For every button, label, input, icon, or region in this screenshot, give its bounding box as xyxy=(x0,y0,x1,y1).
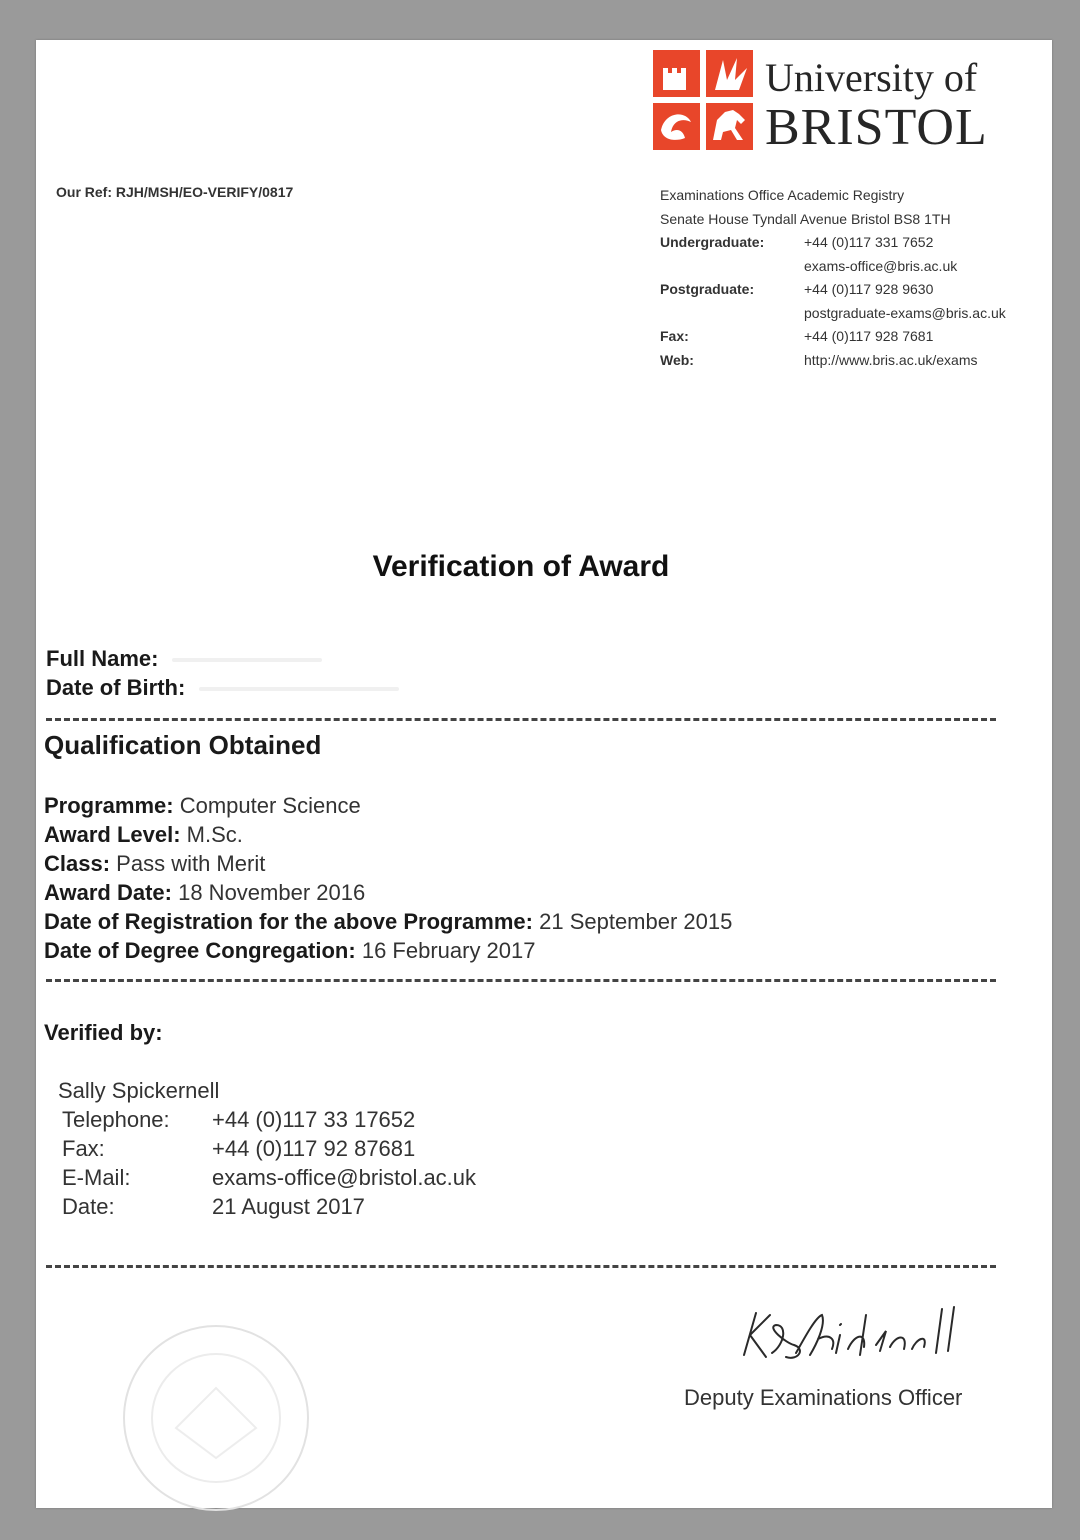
divider xyxy=(46,979,996,982)
redacted-name xyxy=(172,658,322,662)
document-title: Verification of Award xyxy=(372,550,670,583)
office-address: Senate House Tyndall Avenue Bristol BS8 1TH xyxy=(660,210,951,227)
field-value: 16 February 2017 xyxy=(361,938,536,963)
university-logo xyxy=(653,50,1043,160)
verifier-label: E-Mail: xyxy=(62,1165,131,1190)
contact-label: Web: xyxy=(660,351,694,368)
contact-label: Fax: xyxy=(660,328,689,344)
officer-title: Deputy Examinations Officer xyxy=(684,1385,963,1410)
field-value: Pass with Merit xyxy=(116,851,266,876)
verifier-label: Date: xyxy=(62,1194,115,1219)
field-value: 18 November 2016 xyxy=(178,880,366,905)
field-value: 21 September 2015 xyxy=(539,909,733,934)
contact-value: +44 (0)117 928 7681 xyxy=(804,328,934,344)
qualification-heading: Qualification Obtained xyxy=(44,730,322,760)
university-seal-icon xyxy=(116,1318,316,1518)
contact-value: http://www.bris.ac.uk/exams xyxy=(804,351,978,368)
contact-value: postgraduate-exams@bris.ac.uk xyxy=(804,304,1006,321)
field-label: Award Date: xyxy=(44,880,172,905)
verifier-value: 21 August 2017 xyxy=(212,1194,365,1219)
document-page xyxy=(36,40,1052,1508)
field-value: Computer Science xyxy=(179,793,361,818)
reference-number: Our Ref: RJH/MSH/EO-VERIFY/0817 xyxy=(56,184,294,200)
field-label: Date of Degree Congregation: xyxy=(44,938,356,963)
contact-label xyxy=(660,302,804,326)
university-crest-icon xyxy=(653,50,753,150)
contact-value: exams-office@bris.ac.uk xyxy=(804,257,958,274)
contact-label: Undergraduate: xyxy=(660,234,765,250)
field-label: Award Level: xyxy=(44,822,181,847)
qualification-details xyxy=(44,791,732,965)
verifier-name: Sally Spickernell xyxy=(58,1078,220,1103)
verifier-value: +44 (0)117 92 87681 xyxy=(212,1136,416,1161)
logo-line-2: BRISTOL xyxy=(765,99,988,156)
dob-label: Date of Birth: xyxy=(46,675,186,700)
verifier-label: Fax: xyxy=(62,1136,105,1161)
divider xyxy=(46,1265,996,1268)
redacted-dob xyxy=(199,687,399,691)
full-name-label: Full Name: xyxy=(46,646,159,671)
contact-label: Postgraduate: xyxy=(660,281,755,297)
field-label: Programme: xyxy=(44,793,174,818)
contact-value: +44 (0)117 928 9630 xyxy=(804,281,934,297)
field-label: Date of Registration for the above Programme: xyxy=(44,909,533,934)
verifier-label: Telephone: xyxy=(62,1107,170,1132)
contact-block xyxy=(660,184,1006,372)
field-label: Class: xyxy=(44,851,111,876)
field-value: M.Sc. xyxy=(186,822,243,847)
contact-label xyxy=(660,255,804,279)
signature xyxy=(736,1295,976,1375)
verifier-value: exams-office@bristol.ac.uk xyxy=(212,1165,477,1190)
verifier-details xyxy=(58,1076,476,1221)
verifier-value: +44 (0)117 33 17652 xyxy=(212,1107,416,1132)
contact-value: +44 (0)117 331 7652 xyxy=(804,234,934,250)
divider xyxy=(46,718,996,721)
logo-line-1: University of xyxy=(765,55,978,100)
dob-row xyxy=(46,673,399,702)
full-name-row xyxy=(46,644,322,673)
verified-by-heading: Verified by: xyxy=(44,1020,163,1045)
office-name: Examinations Office Academic Registry xyxy=(660,187,905,203)
